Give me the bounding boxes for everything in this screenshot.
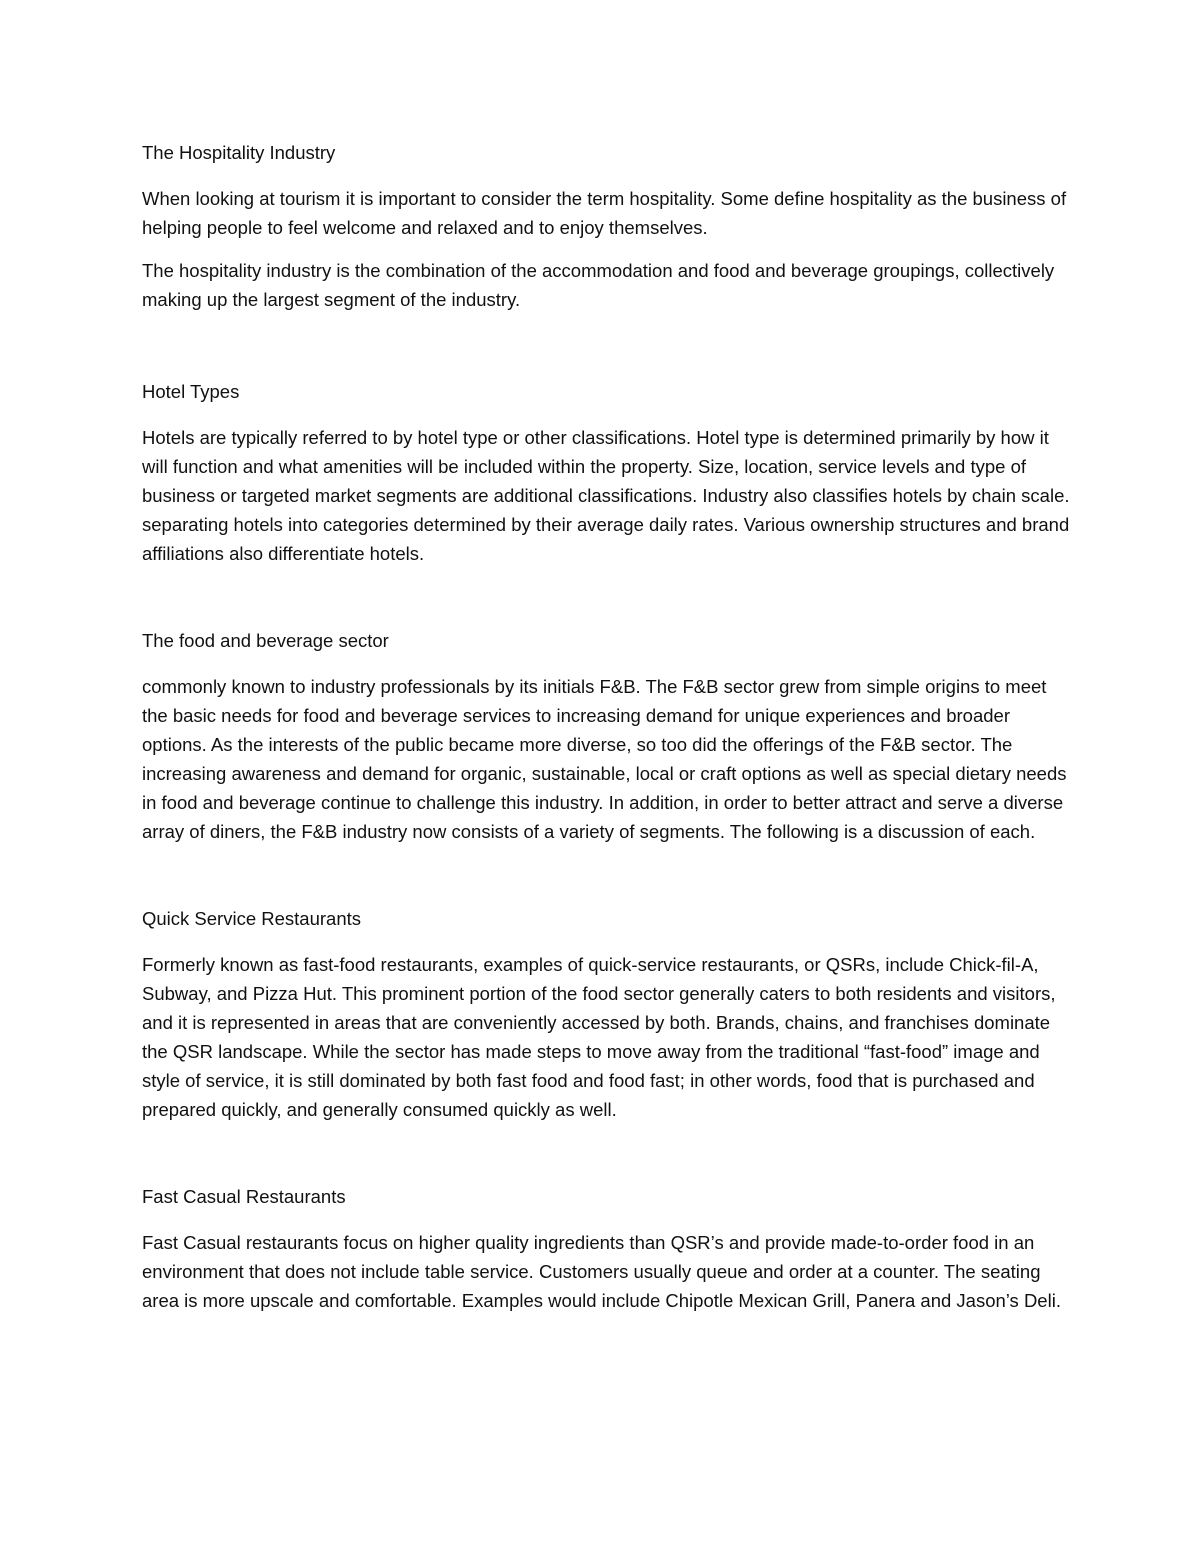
- section-heading-hospitality-industry: The Hospitality Industry: [142, 142, 336, 163]
- section-heading-fast-casual: Fast Casual Restaurants: [142, 1186, 346, 1207]
- paragraph-hotel-types: Hotels are typically referred to by hotel type or other classifications. Hotel type is determined primarily by how it will function and what amenities will be included within the property. Size, location, service levels and type of business or targeted market segments are additional classifications. Industry also classifies hotels by chain scale. separating hotels into categories determined by their average daily rates. Various ownership structures and brand affiliations also differentiate hotels.: [142, 427, 1070, 564]
- paragraph-hospitality-definition: When looking at tourism it is important to consider the term hospitality. Some define hospitality as the business of helping people to feel welcome and relaxed and to enjoy themselves.: [142, 188, 1067, 238]
- section-heading-hotel-types: Hotel Types: [142, 381, 240, 402]
- document-page: [142, 138, 1072, 1315]
- paragraph-hospitality-combination: The hospitality industry is the combination of the accommodation and food and beverage groupings, collectively making up the largest segment of the industry.: [142, 260, 1055, 310]
- paragraph-food-beverage: commonly known to industry professionals by its initials F&B. The F&B sector grew from simple origins to meet the basic needs for food and beverage services to increasing demand for unique experiences and broader options. As the interests of the public became more diverse, so too did the offerings of the F&B sector. The increasing awareness and demand for organic, sustainable, local or craft options as well as special dietary needs in food and beverage continue to challenge this industry. In addition, in order to better attract and serve a diverse array of diners, the F&B industry now consists of a variety of segments. The following is a discussion of each.: [142, 676, 1067, 842]
- paragraph-fast-casual: Fast Casual restaurants focus on higher quality ingredients than QSR’s and provide made-to-order food in an environment that does not include table service. Customers usually queue and order at a counter. The seating area is more upscale and comfortable. Examples would include Chipotle Mexican Grill, Panera and Jason’s Deli.: [142, 1232, 1061, 1311]
- paragraph-quick-service: Formerly known as fast-food restaurants, examples of quick-service restaurants, or QSRs, include Chick-fil-A, Subway, and Pizza Hut. This prominent portion of the food sector generally caters to both residents and visitors, and it is represented in areas that are conveniently accessed by both. Brands, chains, and franchises dominate the QSR landscape. While the sector has made steps to move away from the traditional “fast-food” image and style of service, it is still dominated by both fast food and food fast; in other words, food that is purchased and prepared quickly, and generally consumed quickly as well.: [142, 954, 1056, 1120]
- section-heading-food-beverage: The food and beverage sector: [142, 630, 389, 651]
- section-heading-quick-service: Quick Service Restaurants: [142, 908, 362, 929]
